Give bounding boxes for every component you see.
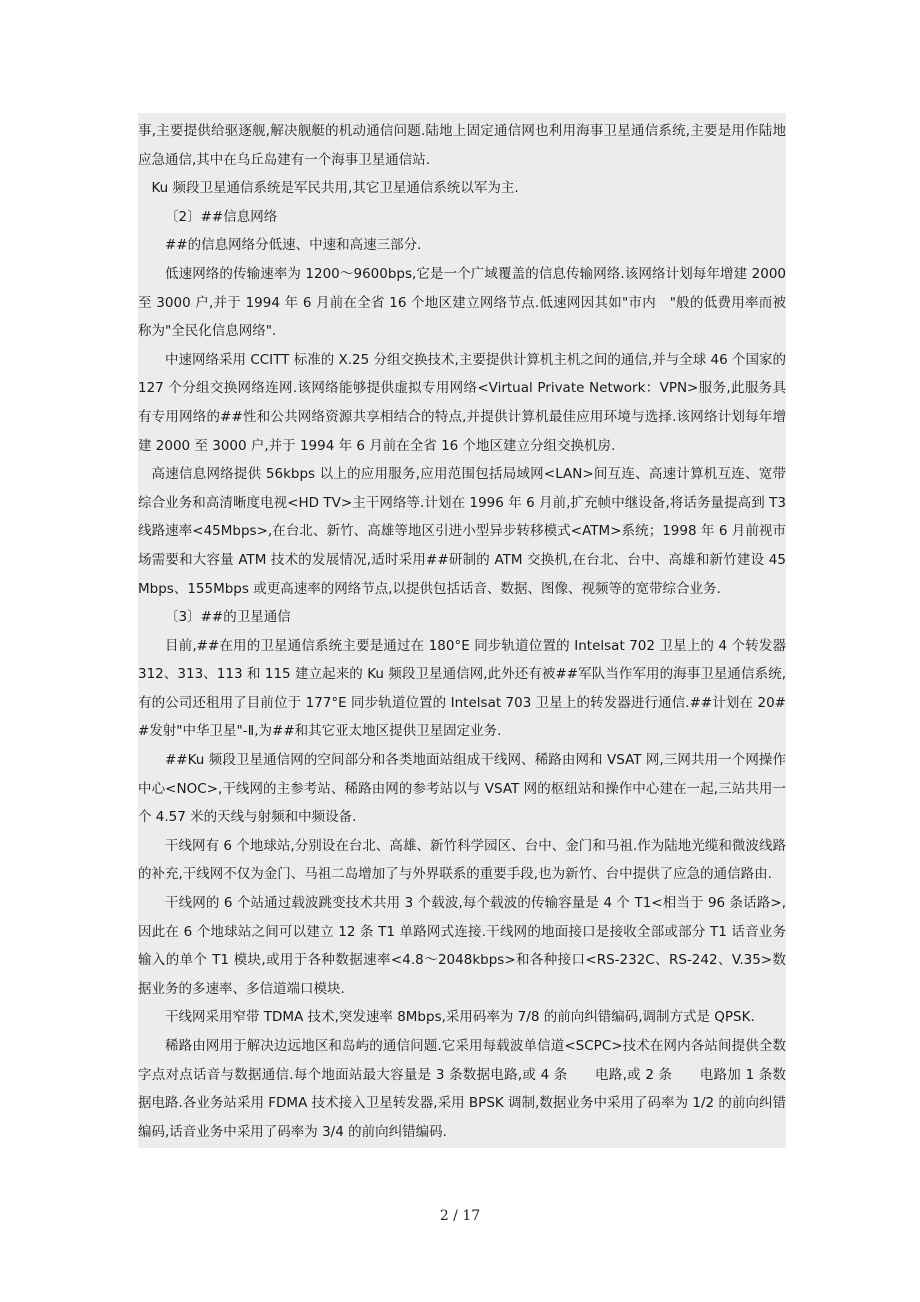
paragraph: 〔3〕##的卫星通信 <box>165 609 291 626</box>
paragraph: 干线网采用窄带 TDMA 技术,突发速率 8Mbps,采用码率为 7/8 的前向纠错编码,调制方式是 QPSK. <box>165 1009 755 1026</box>
paragraph: ##Ku 频段卫星通信网的空间部分和各类地面站组成干线网、稀路由网和 VSAT 网,三网共用一个网操作中心<NOC>,干线网的主参考站、稀路由网的参考站以与 VSAT 网的枢纽站和操作中心建在一起,三站共用一个 4.57 米的天线与射频和中频设备. <box>138 752 786 826</box>
paragraph: 干线网的 6 个站通过载波跳变技术共用 3 个载波,每个载波的传输容量是 4 个 T1<相当于 96 条话路>,因此在 6 个地球站之间可以建立 12 条 T1 单路网式连接.干线网的地面接口是接收全部或部分 T1 话音业务输入的单个 T1 模块,或用于各种数据速率<4.8～2048kbps>和各种接口<RS-232C、RS-242、V.35>数据业务的多速率、多信道端口模块. <box>138 895 786 997</box>
paragraph: 事,主要提供给驱逐舰,解决舰艇的机动通信问题.陆地上固定通信网也利用海事卫星通信系统,主要是用作陆地应急通信,其中在乌丘岛建有一个海事卫星通信站. <box>138 123 786 168</box>
paragraph: 〔2〕##信息网络 <box>165 208 278 225</box>
paragraph: 干线网有 6 个地球站,分别设在台北、高雄、新竹科学园区、台中、金门和马祖.作为陆地光缆和微波线路的补充,干线网不仅为金门、马祖二岛增加了与外界联系的重要手段,也为新竹、台中提供了应急的通信路由. <box>138 837 786 883</box>
paragraph: 高速信息网络提供 56kbps 以上的应用服务,应用范围包括局域网<LAN>间互连、高速计算机互连、宽带综合业务和高清晰度电视<HD TV>主干网络等.计划在 1996 年 6 月前,扩充帧中继设备,将话务量提高到 T3 线路速率<45Mbps>,在台北、新竹、高雄等地区引进小型异步转移模式<ATM>系统；1998 年 6 月前视市场需要和大容量 ATM 技术的发展情况,适时采用##研制的 ATM 交换机,在台北、台中、高雄和新竹建设 45Mbps、155Mbps 或更高速率的网络节点,以提供包括话音、数据、图像、视频等的宽带综合业务. <box>138 466 786 597</box>
paragraph: 目前,##在用的卫星通信系统主要是通过在 180°E 同步轨道位置的 Intelsat 702 卫星上的 4 个转发器 312、313、113 和 115 建立起来的 Ku 频段卫星通信网,此外还有被##军队当作军用的海事卫星通信系统,有的公司还租用了目前位于 177°E 同步轨道位置的 Intelsat 703 卫星上的转发器进行通信.##计划在 20##发射"中华卫星"-Ⅱ,为##和其它亚太地区提供卫星固定业务. <box>138 637 786 740</box>
document-body <box>138 113 786 1148</box>
paragraph: 低速网络的传输速率为 1200～9600bps,它是一个广域覆盖的信息传输网络.该网络计划每年增建 2000 至 3000 户,并于 1994 年 6 月前在全省 16 个地区建立网络节点.低速网因其如"市内 "般的低费用率而被称为"全民化信息网络". <box>138 265 786 340</box>
paragraph: 中速网络采用 CCITT 标准的 X.25 分组交换技术,主要提供计算机主机之间的通信,并与全球 46 个国家的 127 个分组交换网络连网.该网络能够提供虚拟专用网络<Virtual Private Network：VPN>服务,此服务具有专用网络的##性和公共网络资源共享相结合的特点,并提供计算机最佳应用环境与选择.该网络计划每年增建 2000 至 3000 户,并于 1994 年 6 月前在全省 16 个地区建立分组交换机房. <box>138 351 786 454</box>
paragraph: 稀路由网用于解决边远地区和岛屿的通信问题.它采用每载波单信道<SCPC>技术在网内各站间提供全数字点对点话音与数据通信.每个地面站最大容量是 3 条数据电路,或 4 条 电路,或 2 条 电路加 1 条数据电路.各业务站采用 FDMA 技术接入卫星转发器,采用 BPSK 调制,数据业务中采用了码率为 1/2 的前向纠错编码,话音业务中采用了码率为 3/4 的前向纠错编码. <box>138 1038 786 1140</box>
page-number: 2 / 17 <box>439 1208 481 1224</box>
paragraph: Ku 频段卫星通信系统是军民共用,其它卫星通信系统以军为主. <box>151 180 519 197</box>
paragraph: ##的信息网络分低速、中速和高速三部分. <box>165 237 422 254</box>
